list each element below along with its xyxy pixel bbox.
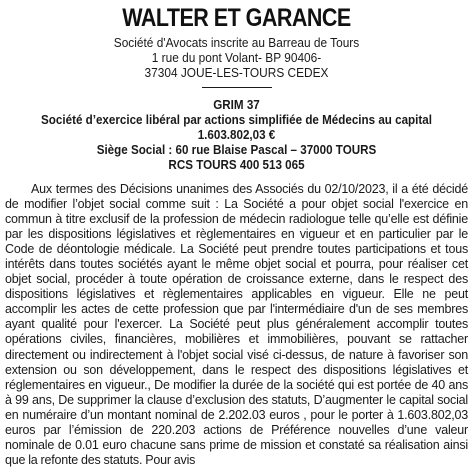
separator-rule [202,87,272,88]
company-legal-form: Société d’exercice libéral par actions simplifiée de Médecins au capital [41,113,432,127]
notice-body [4,182,469,468]
law-firm-description: Société d'Avocats inscrite au Barreau de Tours [113,36,360,50]
law-firm-name: WALTER ET GARANCE [122,4,351,32]
company-name: GRIM 37 [213,98,260,112]
company-capital: 1.603.802,03 € [197,128,276,142]
company-rcs-number: RCS TOURS 400 513 065 [168,158,305,172]
law-firm-city-address: 37304 JOUE-LES-TOURS CEDEX [144,66,329,80]
law-firm-street-address: 1 rue du pont Volant- BP 90406- [151,51,322,65]
company-registered-office: Siège Social : 60 rue Blaise Pascal – 37000 TOURS [96,143,377,157]
notice-body-text: Aux termes des Décisions unanimes des Associés du 02/10/2023, il a été décidé de modifier l’objet social comme suit : La Société a pour objet social l'exercice en commun à titre exclusif de la profession de médecin radiologue telle qu’elle est définie par les dispositions législatives et règlementaires en vigueur et en particulier par le Code de déontologie médicale. La Société peut prendre toutes participations et tous intérêts dans toutes sociétés ayant le même objet social et pourra, pour réaliser cet objet social, procéder à toute opération de croissance externe, dans le respect des dispositions législatives et règlementaires applicables en vigueur. Elle ne peut accomplir les actes de cette profession que par l'intermédiaire d'un de ses membres ayant qualité pour l'exercer. La Société peut plus généralement accomplir toutes opérations civiles, financières, mobilières et immobilières, pouvant se rattacher directement ou indirectement à l'objet social visé ci-dessus, de nature à favoriser son extension ou son développement, dans le respect des dispositions législatives et réglementaires en vigueur., De modifier la durée de la société qui est portée de 40 ans à 99 ans, De supprimer la clause d’exclusion des statuts, D’augmenter le capital social en numéraire d’un montant nominal de 2.202.03 euros , pour le porter à 1.603.802,03 euros par l’émission de 220.203 actions de Préférence nouvelles d’une valeur nominale de 0.01 euro chacune sans prime de mission et constaté sa réalisation ainsi que la refonte des statuts. Pour avis [5,182,468,467]
